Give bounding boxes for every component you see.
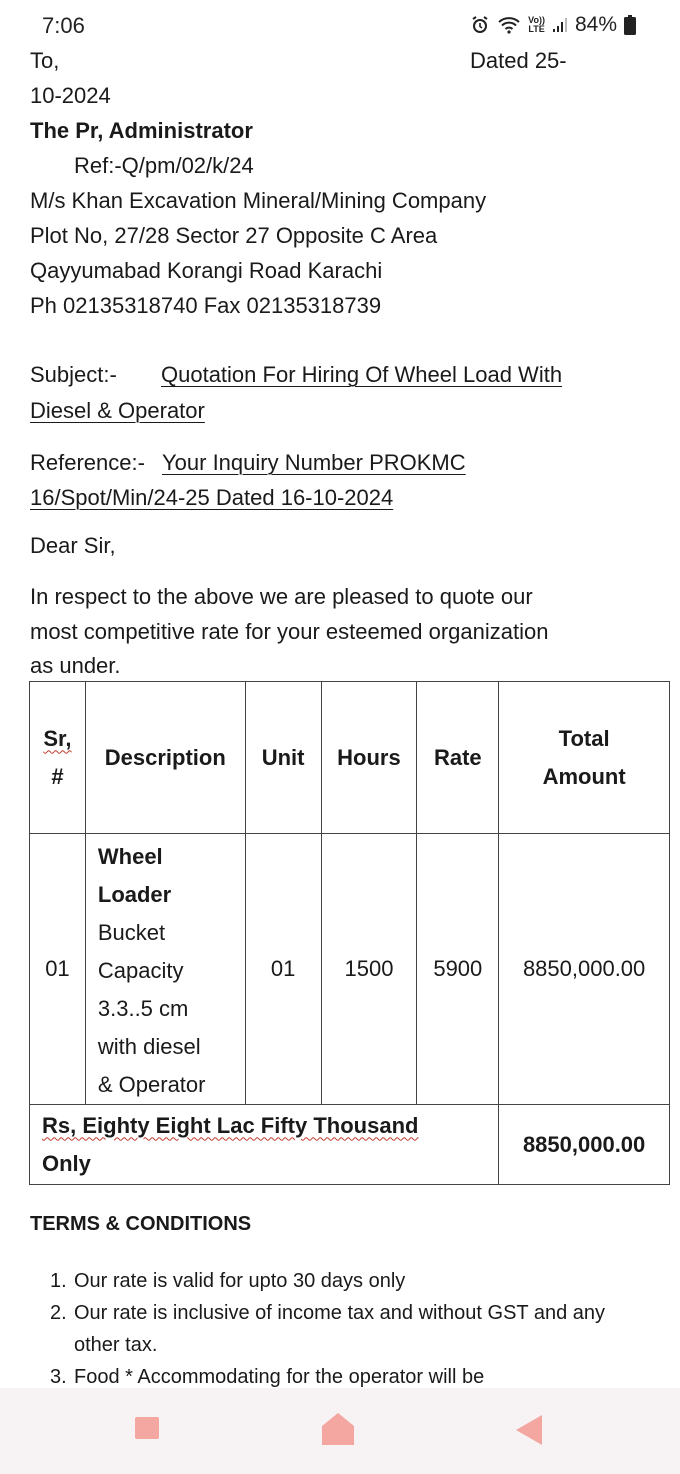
body-line-3: as under.: [30, 653, 121, 678]
header-unit: Unit: [245, 682, 321, 834]
status-icons: [470, 13, 636, 37]
status-bar: [0, 0, 680, 46]
header-description: Description: [85, 682, 245, 834]
dated-label: Dated 25-: [470, 48, 567, 73]
reference-code: Ref:-Q/pm/02/k/24: [74, 153, 254, 178]
quotation-table: [29, 681, 670, 1185]
address-line-2: Qayyumabad Korangi Road Karachi: [30, 258, 383, 283]
table-total-row: [30, 1105, 670, 1185]
header-rate: Rate: [417, 682, 499, 834]
table-header-row: [30, 682, 670, 834]
header-total-line-1: Total: [558, 725, 610, 751]
back-icon: [514, 1414, 544, 1446]
status-time: 7:06: [42, 13, 85, 38]
desc-line-3: Bucket: [97, 920, 166, 945]
desc-line-7: & Operator: [97, 1072, 206, 1097]
subject-line-2: Diesel & Operator: [30, 398, 205, 423]
cell-unit: 01: [245, 834, 321, 1105]
lte-top-label: Vo)): [528, 15, 545, 25]
salutation: Dear Sir,: [30, 533, 116, 558]
recents-icon: [134, 1415, 160, 1441]
desc-line-1: Wheel: [97, 844, 163, 869]
cell-total: 8850,000.00: [499, 834, 670, 1105]
header-total-amount: [499, 682, 670, 834]
total-words-line-1-text: Rs, Eighty Eight Lac Fifty Thousand: [42, 1112, 419, 1138]
desc-line-4: Capacity: [97, 958, 184, 983]
phone-fax: Ph 02135318740 Fax 02135318739: [30, 293, 382, 318]
desc-line-6: with diesel: [97, 1034, 201, 1059]
reference-line-2: 16/Spot/Min/24-25 Dated 16-10-2024: [30, 485, 394, 510]
battery-icon: [624, 15, 636, 35]
body-line-2: most competitive rate for your esteemed organization: [30, 619, 549, 644]
address-line-1: Plot No, 27/28 Sector 27 Opposite C Area: [30, 223, 438, 248]
battery-percent: 84%: [574, 13, 617, 36]
total-in-words: [30, 1105, 499, 1185]
signal-icon: [552, 17, 568, 33]
header-total-line-2: Amount: [542, 763, 626, 789]
term-text: Food * Accommodating for the operator will be: [74, 1366, 485, 1388]
term-text: Our rate is valid for upto 30 days only: [74, 1270, 406, 1292]
lte-bottom-label: LTE: [528, 24, 545, 34]
company-name: M/s Khan Excavation Mineral/Mining Company: [30, 188, 487, 213]
reference-line-1: Your Inquiry Number PROKMC: [162, 450, 466, 475]
cell-rate: 5900: [417, 834, 499, 1105]
grand-total-amount: 8850,000.00: [499, 1105, 670, 1185]
header-hours: Hours: [321, 682, 417, 834]
date-continuation: 10-2024: [30, 83, 111, 108]
cell-description: [85, 834, 245, 1105]
desc-line-2: Loader: [97, 882, 172, 907]
desc-line-5: 3.3..5 cm: [97, 996, 189, 1021]
navigation-bar: [0, 1388, 680, 1474]
home-icon: [320, 1412, 356, 1446]
home-button[interactable]: [320, 1412, 356, 1451]
to-label: To,: [30, 48, 60, 73]
header-sr-line-2: #: [51, 763, 64, 789]
lte-icon: [528, 16, 545, 34]
alarm-icon: [470, 15, 490, 35]
table-row: [30, 834, 670, 1105]
list-item: [50, 1265, 650, 1297]
list-item: [50, 1297, 650, 1361]
header-sr: [30, 682, 86, 834]
term-text: Our rate is inclusive of income tax and without GST and any other tax.: [74, 1302, 606, 1356]
recipient-title: The Pr, Administrator: [30, 118, 253, 143]
subject-label: Subject:-: [30, 362, 117, 387]
total-words-line-1: [42, 1107, 488, 1145]
subject-line-1: Quotation For Hiring Of Wheel Load With: [161, 362, 563, 387]
cell-sr: 01: [30, 834, 86, 1105]
total-words-line-2: Only: [42, 1150, 91, 1176]
header-sr-line-1: Sr,: [43, 725, 72, 751]
terms-list: [50, 1265, 650, 1393]
reference-label: Reference:-: [30, 450, 145, 475]
term-number: 3.: [50, 1366, 67, 1388]
wifi-icon: [497, 16, 521, 34]
terms-title: TERMS & CONDITIONS: [30, 1213, 252, 1235]
body-line-1: In respect to the above we are pleased to quote our: [30, 584, 533, 609]
recents-button[interactable]: [134, 1415, 160, 1446]
term-number: 1.: [50, 1270, 67, 1292]
back-button[interactable]: [514, 1414, 544, 1451]
cell-hours: 1500: [321, 834, 417, 1105]
term-number: 2.: [50, 1302, 67, 1324]
